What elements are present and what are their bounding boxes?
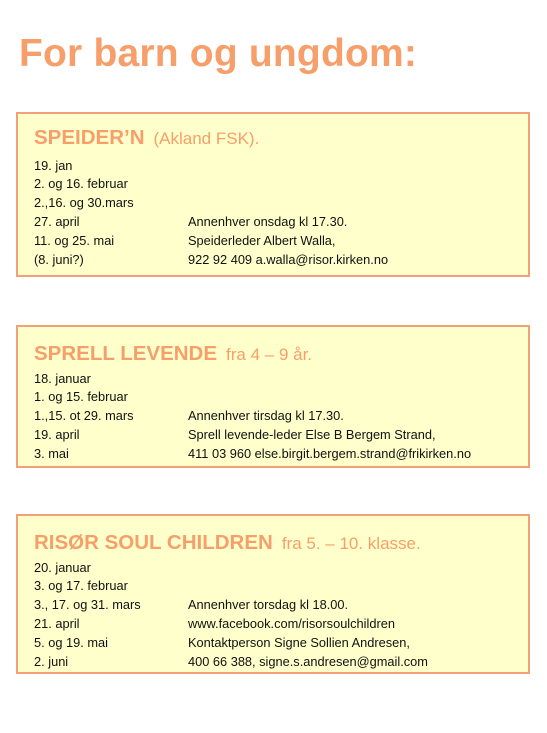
contact-details[interactable]: 411 03 960 else.birgit.bergem.strand@frikirken.no: [188, 446, 472, 461]
section-speider: [16, 112, 530, 277]
date-item: 5. og 19. mai: [34, 635, 108, 650]
meeting-time: Annenhver tirsdag kl 17.30.: [188, 408, 344, 423]
date-item: 27. april: [34, 214, 80, 229]
meeting-time: Annenhver onsdag kl 17.30.: [188, 214, 348, 229]
contact-details[interactable]: 400 66 388, signe.s.andresen@gmail.com: [188, 654, 428, 669]
contact-person: Kontaktperson Signe Sollien Andresen,: [188, 635, 410, 650]
contact-details[interactable]: 922 92 409 a.walla@risor.kirken.no: [188, 252, 389, 267]
date-item: 3. mai: [34, 446, 69, 461]
date-item: 19. april: [34, 427, 80, 442]
section-heading: [34, 531, 421, 555]
section-subtitle: fra 5. – 10. klasse.: [281, 534, 421, 553]
section-name: RISØR SOUL CHILDREN: [34, 531, 273, 554]
date-item: 18. januar: [34, 371, 91, 386]
date-item: 19. jan: [34, 158, 73, 173]
section-name: SPRELL LEVENDE: [34, 342, 218, 365]
section-heading: [34, 342, 312, 366]
date-item: 3., 17. og 31. mars: [34, 597, 141, 612]
section-subtitle: fra 4 – 9 år.: [226, 345, 313, 364]
date-item: 21. april: [34, 616, 80, 631]
section-name: SPEIDER’N: [34, 126, 145, 149]
date-item: 20. januar: [34, 560, 91, 575]
date-item: (8. juni?): [34, 252, 84, 267]
section-heading: [34, 126, 259, 150]
contact-person: Speiderleder Albert Walla,: [188, 233, 336, 248]
section-sprell-levende: [16, 325, 530, 468]
section-subtitle: (Akland FSK).: [153, 129, 260, 148]
date-item: 2. og 16. februar: [34, 176, 128, 191]
meeting-time: Annenhver torsdag kl 18.00.: [188, 597, 349, 612]
facebook-link[interactable]: www.facebook.com/risorsoulchildren: [188, 616, 395, 631]
contact-person: Sprell levende-leder Else B Bergem Strand,: [188, 427, 436, 442]
date-item: 2.,16. og 30.mars: [34, 195, 134, 210]
date-item: 1.,15. ot 29. mars: [34, 408, 134, 423]
date-item: 3. og 17. februar: [34, 578, 128, 593]
date-item: 2. juni: [34, 654, 69, 669]
section-soul-children: [16, 514, 530, 674]
date-item: 11. og 25. mai: [34, 233, 115, 248]
page-title: For barn og ungdom:: [19, 32, 418, 75]
date-item: 1. og 15. februar: [34, 389, 128, 404]
